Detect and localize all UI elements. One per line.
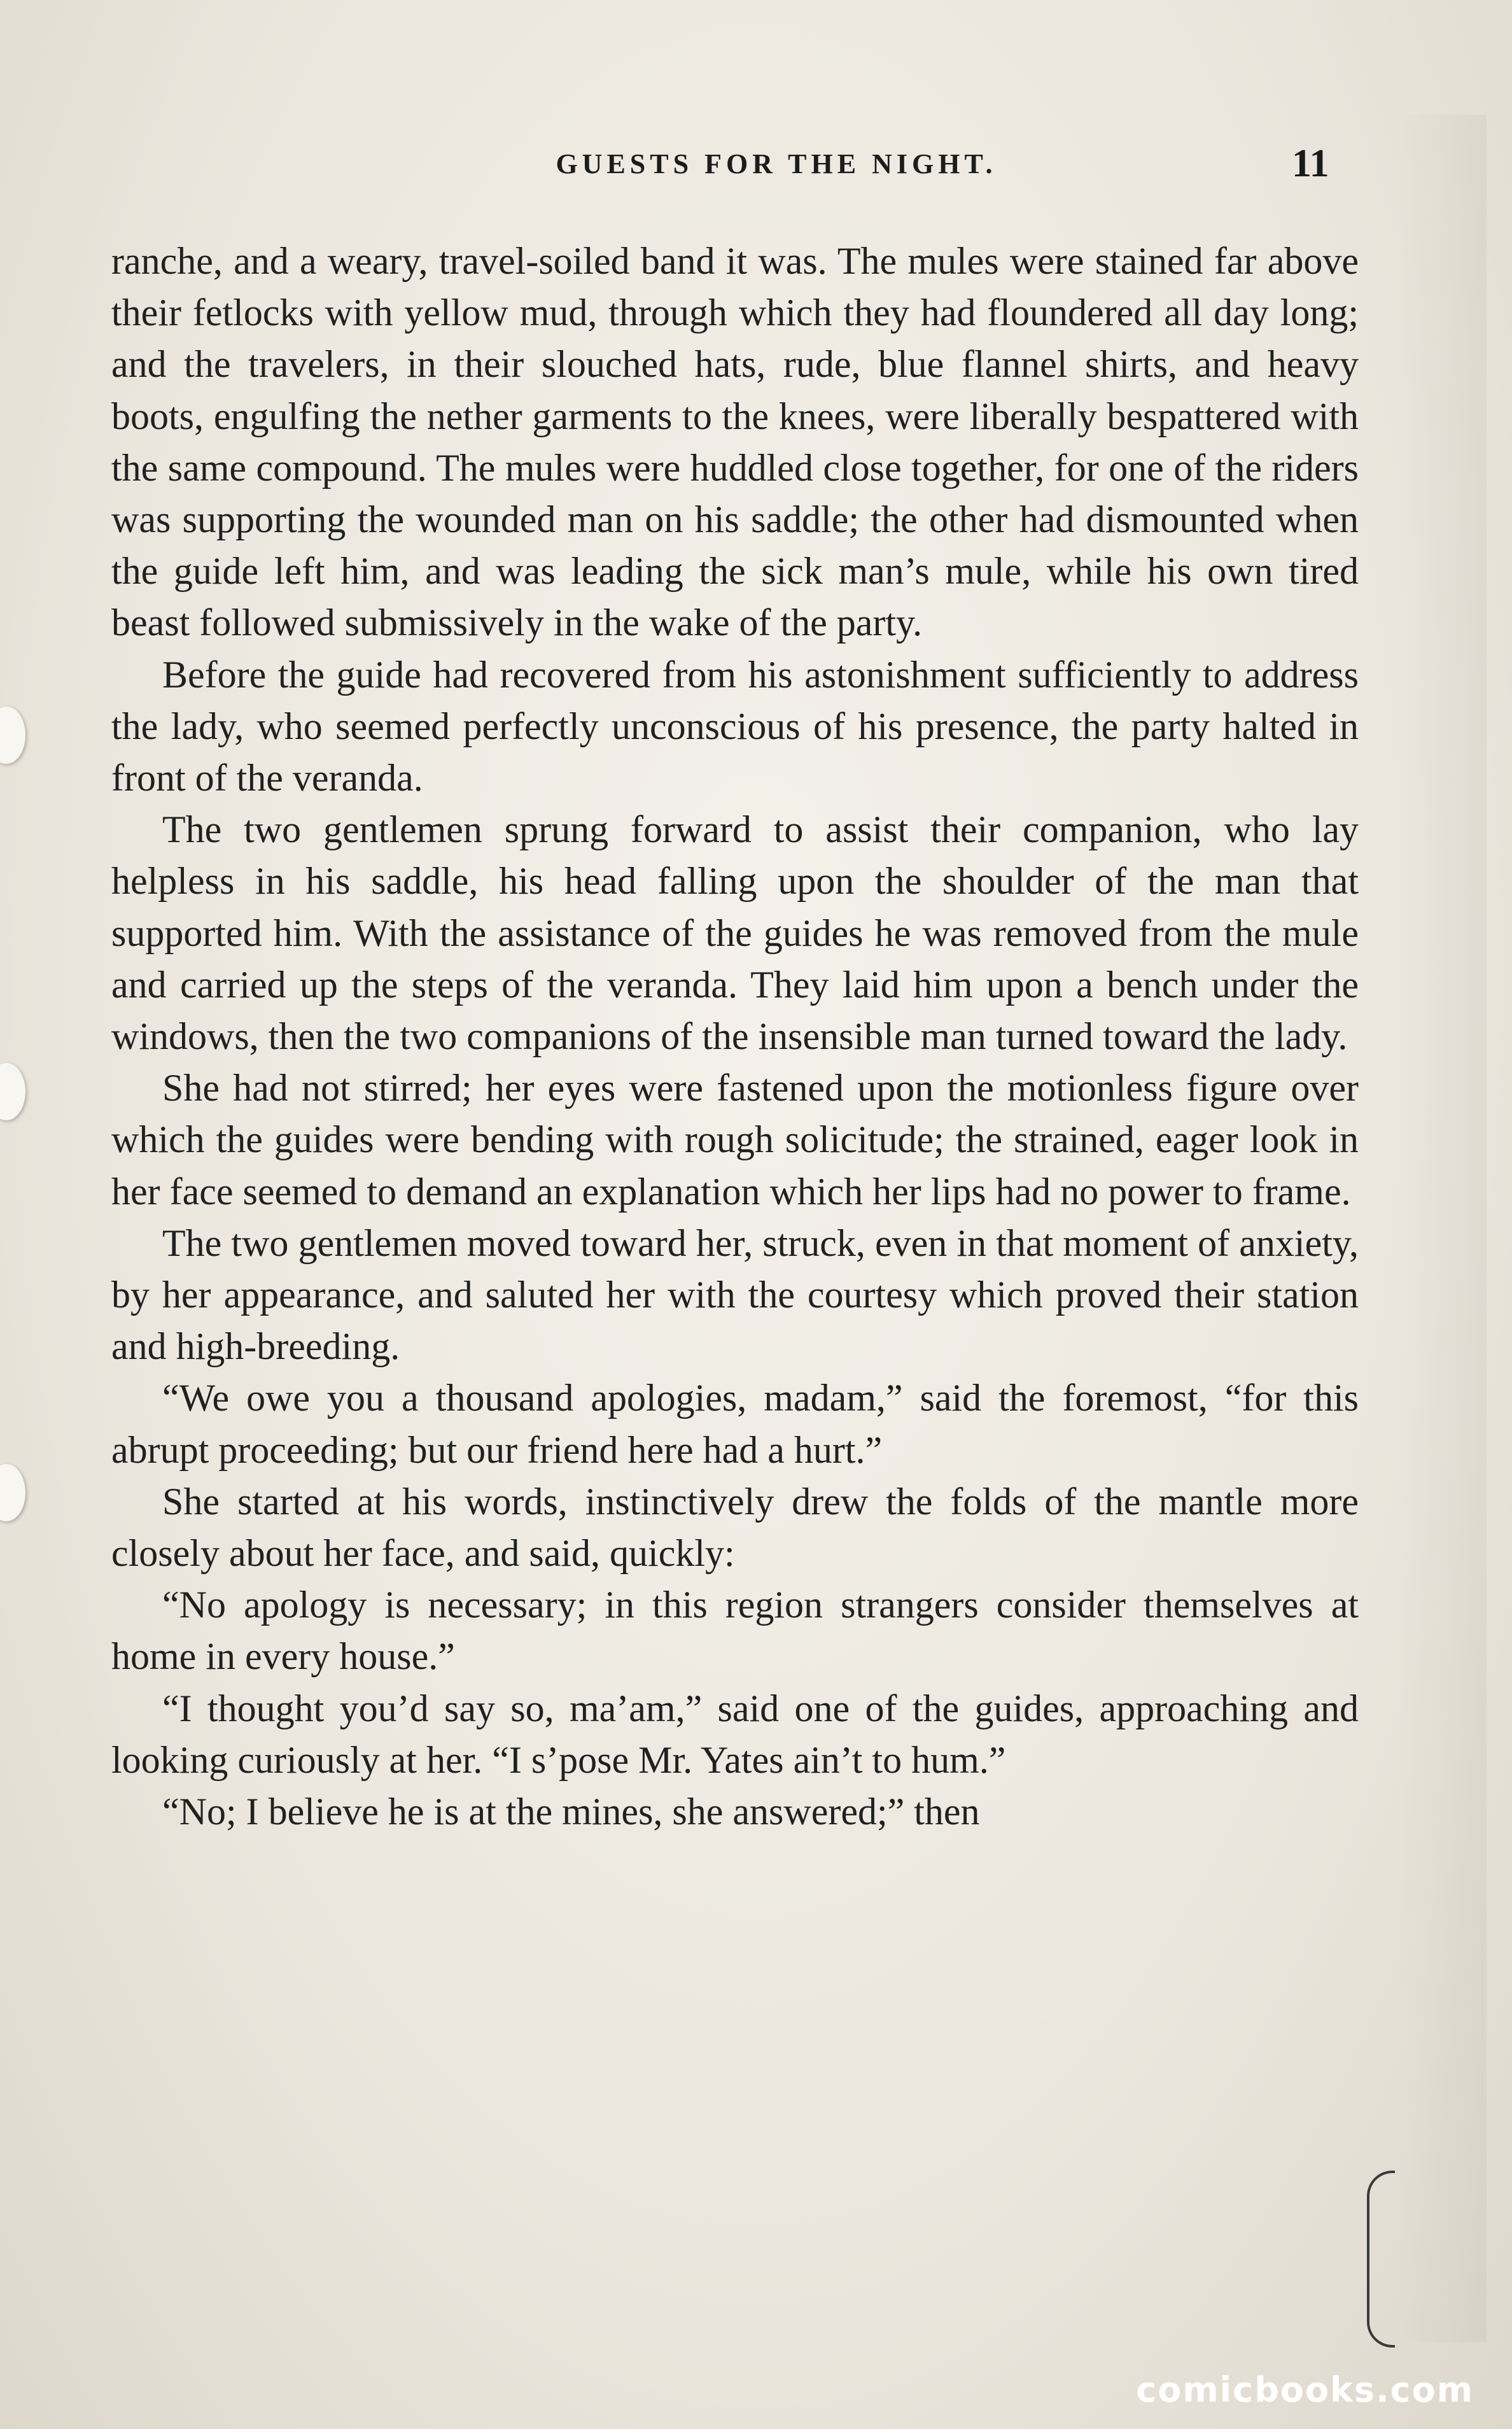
- paragraph: The two gentlemen sprung forward to assist their companion, who lay helpless in his saddle, his head falling upon the shoulder of the man that supported him. With the assistance of the guides he was removed from the mule and carried up the steps of the veranda. They laid him upon a bench under the windows, then the two companions of the insensible man turned toward the lady.: [111, 808, 1359, 1058]
- punch-hole-middle: [0, 1063, 25, 1120]
- paragraph: She started at his words, instinctively drew the folds of the mantle more closely about her face, and said, quickly:: [111, 1480, 1359, 1575]
- paragraph: “We owe you a thousand apologies, madam,” said the foremost, “for this abrupt proceeding; but our friend here had a hurt.”: [111, 1377, 1359, 1471]
- show-through-shadow: [1397, 115, 1487, 2342]
- running-title: GUESTS FOR THE NIGHT.: [556, 148, 997, 180]
- paragraph: The two gentlemen moved toward her, struck, even in that moment of anxiety, by her appearance, and saluted her with the courtesy which proved their station and high-breeding.: [111, 1222, 1359, 1368]
- punch-hole-bottom: [0, 1464, 25, 1521]
- paragraph: “No; I believe he is at the mines, she answered;” then: [162, 1791, 980, 1833]
- site-watermark: comicbooks.com: [1136, 2370, 1474, 2410]
- paragraph: Before the guide had recovered from his astonishment sufficiently to address the lady, who seemed perfectly unconscious of his presence, the party halted in front of the veranda.: [111, 653, 1359, 799]
- paragraph: “I thought you’d say so, ma’am,” said one of the guides, approaching and looking curiously at her. “I s’pose Mr. Yates ain’t to hum.”: [111, 1687, 1359, 1781]
- paragraph: “No apology is necessary; in this region strangers consider themselves at home in every house.”: [111, 1584, 1359, 1678]
- margin-bracket-mark: [1367, 2171, 1395, 2348]
- punch-hole-top: [0, 707, 25, 764]
- body-text: [111, 236, 1359, 1838]
- page-number: 11: [1292, 142, 1329, 185]
- paragraph: She had not stirred; her eyes were fastened upon the motionless figure over which the guides were bending with rough solicitude; the strained, eager look in her face seemed to demand an explanation which her lips had no power to frame.: [111, 1067, 1359, 1213]
- paragraph: ranche, and a weary, travel-soiled band it was. The mules were stained far above their fetlocks with yellow mud, through which they had floundered all day long; and the travelers, in their slouched hats, rude, blue flannel shirts, and heavy boots, engulfing the nether garments to the knees, were liberally bespattered with the same compound. The mules were huddled close together, for one of the riders was supporting the wounded man on his saddle; the other had dismounted when the guide left him, and was leading the sick man’s mule, while his own tired beast followed submissively in the wake of the party.: [111, 240, 1359, 644]
